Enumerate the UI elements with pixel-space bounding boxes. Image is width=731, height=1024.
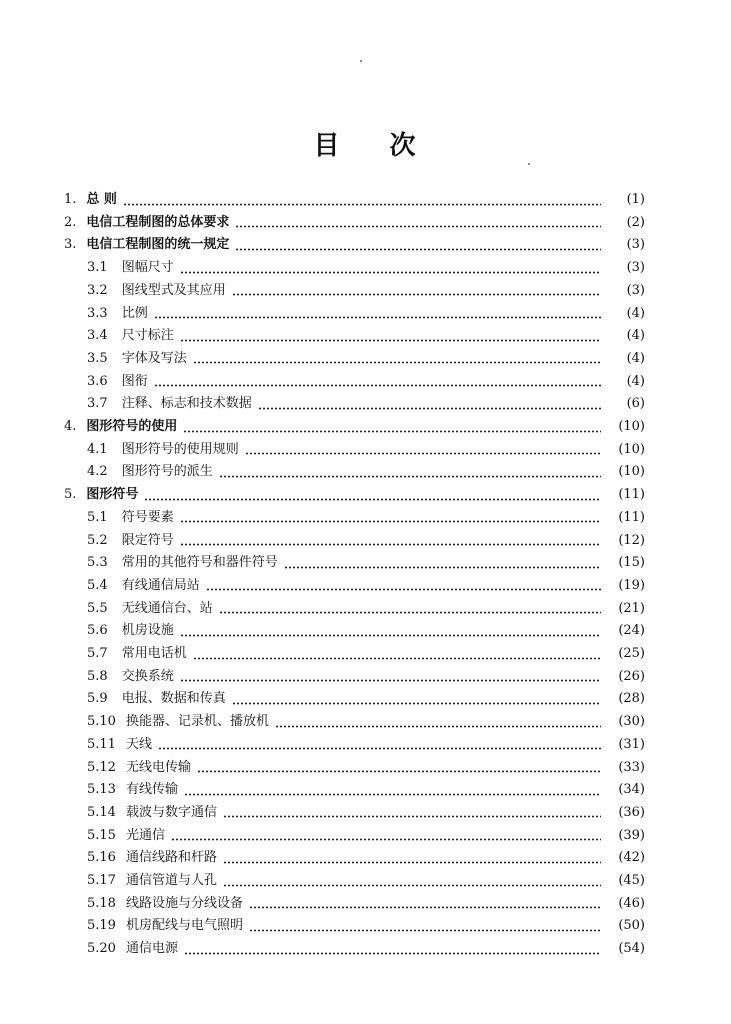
toc-entry-page: (2) (626, 214, 645, 230)
toc-entry-number: 5.9 (87, 691, 108, 707)
toc-entry-number: 5.5 (87, 600, 108, 616)
toc-entry-number: 3.3 (87, 305, 108, 321)
toc-entry-title: 有线通信局站 (121, 577, 200, 593)
toc-entry (0, 325, 731, 347)
toc-entry (0, 734, 731, 756)
toc-dot-leader (180, 520, 601, 523)
toc-entry-title: 注释、标志和技术数据 (121, 396, 252, 412)
toc-entry-number: 5.8 (87, 668, 108, 684)
toc-entry-title: 换能器、记录机、播放机 (125, 714, 269, 730)
toc-entry (0, 348, 731, 370)
toc-entry-page: (11) (618, 509, 645, 525)
toc-dot-leader (219, 611, 601, 614)
toc-dot-leader (223, 815, 601, 818)
toc-entry-number: 3.4 (87, 328, 108, 344)
toc-entry-number: 5.13 (87, 782, 116, 798)
toc-entry-title: 交换系统 (121, 668, 174, 684)
toc-entry-title: 比例 (121, 305, 148, 321)
toc-entry-number: 5.2 (87, 532, 108, 548)
toc-entry-title: 机房配线与电气照明 (125, 918, 243, 934)
toc-dot-leader (154, 384, 601, 387)
toc-entry-page: (31) (618, 736, 645, 752)
toc-entry (0, 530, 731, 552)
toc-entry-number: 3.1 (87, 260, 108, 276)
toc-dot-leader (223, 884, 601, 887)
toc-dot-leader (180, 543, 601, 546)
toc-dot-leader (193, 657, 601, 660)
toc-entry-page: (6) (626, 396, 645, 412)
toc-entry (0, 870, 731, 892)
toc-entry-title: 通信管道与人孔 (125, 873, 217, 888)
toc-entry-page: (3) (626, 282, 645, 298)
toc-entry-number: 3.5 (87, 350, 108, 366)
toc-dot-leader (284, 566, 601, 569)
toc-entry (0, 461, 731, 483)
toc-entry-title: 尺寸标注 (121, 328, 174, 344)
toc-entry-number: 5.19 (87, 918, 116, 934)
toc-entry-page: (30) (618, 714, 645, 730)
toc-entry (0, 189, 731, 211)
toc-entry-number: 3.7 (87, 396, 108, 412)
toc-entry-number: 1. (64, 192, 77, 207)
toc-entry (0, 439, 731, 461)
toc-entry-number: 5.15 (87, 827, 116, 843)
toc-dot-leader (245, 452, 601, 455)
toc-dot-leader (197, 770, 601, 773)
toc-entry-title: 无线通信台、站 (121, 600, 213, 616)
toc-entry-number: 3.2 (87, 282, 108, 298)
toc-entry-page: (34) (618, 782, 645, 798)
toc-entry-title: 图形符号的使用规则 (121, 441, 239, 457)
toc-entry (0, 257, 731, 279)
toc-entry-page: (10) (618, 464, 645, 480)
toc-entry (0, 825, 731, 847)
toc-entry-page: (33) (618, 759, 645, 775)
toc-dot-leader (180, 271, 601, 274)
toc-entry-title: 图形符号的使用 (86, 419, 178, 434)
toc-entry-page: (42) (618, 850, 645, 866)
toc-entry-title: 字体及写法 (121, 350, 187, 366)
toc-dot-leader (275, 725, 601, 728)
toc-entry-page: (4) (626, 305, 645, 321)
toc-entry (0, 484, 731, 506)
toc-dot-leader (158, 747, 601, 750)
toc-entry (0, 688, 731, 710)
toc-entry (0, 212, 731, 234)
toc-entry (0, 757, 731, 779)
toc-entry-number: 4.2 (87, 464, 108, 480)
toc-entry-page: (54) (618, 941, 645, 957)
toc-entry-number: 5.1 (87, 509, 108, 525)
toc-entry-title: 载波与数字通信 (125, 804, 217, 820)
toc-dot-leader (183, 430, 601, 433)
toc-entry-number: 3.6 (87, 373, 108, 389)
toc-entry-number: 4.1 (87, 441, 108, 457)
toc-entry (0, 643, 731, 665)
toc-entry-page: (26) (618, 668, 645, 684)
toc-dot-leader (184, 952, 601, 955)
page-title-char-1: 目 (313, 131, 342, 162)
toc-entry-page: (12) (618, 532, 645, 548)
toc-entry-page: (36) (618, 804, 645, 820)
toc-entry-number: 5.16 (87, 850, 116, 866)
toc-entry-page: (10) (618, 441, 645, 457)
toc-entry-title: 天线 (125, 736, 152, 752)
toc-entry-title: 图形符号的派生 (121, 464, 213, 480)
toc-entry-number: 5.11 (87, 736, 116, 752)
toc-entry-page: (19) (618, 577, 645, 593)
toc-entry-title: 图线型式及其应用 (121, 282, 226, 298)
toc-entry-title: 总 则 (86, 192, 117, 207)
toc-entry-title: 限定符号 (121, 532, 174, 548)
toc-entry (0, 234, 731, 256)
toc-entry-number: 5.10 (87, 714, 116, 730)
toc-dot-leader (232, 702, 601, 705)
toc-entry (0, 507, 731, 529)
toc-dot-leader (193, 361, 601, 364)
toc-entry-title: 无线电传输 (125, 759, 191, 775)
toc-dot-leader (154, 316, 601, 319)
toc-dot-leader (123, 203, 601, 206)
toc-entry (0, 393, 731, 415)
toc-dot-leader (180, 679, 601, 682)
toc-entry-title: 有线传输 (125, 782, 178, 798)
toc-entry-page: (50) (618, 918, 645, 934)
toc-entry-title: 图幅尺寸 (121, 260, 174, 276)
toc-entry-title: 线路设施与分线设备 (125, 895, 243, 911)
toc-dot-leader (171, 838, 601, 841)
toc-entry (0, 575, 731, 597)
scan-speck (360, 60, 362, 62)
toc-entry-page: (15) (618, 555, 645, 571)
toc-dot-leader (206, 588, 601, 591)
toc-dot-leader (223, 861, 601, 864)
toc-entry-page: (46) (618, 895, 645, 911)
toc-entry (0, 371, 731, 393)
toc-entry-title: 图衔 (121, 373, 148, 389)
toc-entry-title: 通信电源 (125, 941, 178, 957)
toc-entry (0, 938, 731, 960)
toc-entry-number: 5.12 (87, 759, 116, 775)
toc-entry-title: 通信线路和杆路 (125, 850, 217, 866)
toc-entry-page: (4) (626, 350, 645, 366)
toc-entry-number: 5.6 (87, 623, 108, 639)
toc-entry (0, 598, 731, 620)
toc-entry-page: (10) (618, 419, 645, 434)
toc-entry-page: (39) (618, 827, 645, 843)
toc-dot-leader (235, 225, 601, 228)
scan-speck (528, 163, 530, 165)
toc-entry-page: (25) (618, 646, 645, 661)
toc-entry (0, 303, 731, 325)
toc-entry-number: 5.18 (87, 895, 116, 911)
toc-entry (0, 711, 731, 733)
toc-entry-page: (11) (618, 487, 645, 503)
toc-dot-leader (235, 248, 601, 251)
toc-entry (0, 847, 731, 869)
toc-entry-title: 常用电话机 (121, 646, 187, 661)
toc-entry (0, 280, 731, 302)
toc-entry-number: 5.14 (87, 804, 116, 820)
toc-entry-page: (3) (626, 260, 645, 276)
toc-entry-title: 电信工程制图的统一规定 (86, 237, 230, 253)
toc-entry-title: 机房设施 (121, 623, 174, 639)
toc-entry-page: (4) (626, 373, 645, 389)
toc-entry-page: (45) (618, 873, 645, 888)
toc-entry-number: 2. (64, 214, 77, 230)
toc-entry-title: 电信工程制图的总体要求 (86, 214, 230, 230)
toc-dot-leader (249, 906, 601, 909)
toc-entry (0, 915, 731, 937)
toc-dot-leader (180, 634, 601, 637)
toc-dot-leader (219, 475, 601, 478)
toc-entry (0, 666, 731, 688)
toc-dot-leader (232, 293, 601, 296)
toc-entry-page: (24) (618, 623, 645, 639)
toc-entry-number: 5.7 (87, 646, 108, 661)
toc-entry (0, 620, 731, 642)
toc-entry-number: 5.17 (87, 873, 116, 888)
toc-entry-number: 4. (64, 419, 77, 434)
toc-entry-title: 符号要素 (121, 509, 174, 525)
toc-entry-number: 5.3 (87, 555, 108, 571)
toc-entry-title: 常用的其他符号和器件符号 (121, 555, 278, 571)
toc-entry-number: 5.4 (87, 577, 108, 593)
toc-entry-number: 3. (64, 237, 77, 253)
toc-entry-number: 5.20 (87, 941, 116, 957)
page-title-char-2: 次 (389, 131, 418, 162)
toc-dot-leader (249, 929, 601, 932)
toc-entry-page: (21) (618, 600, 645, 616)
toc-dot-leader (184, 793, 601, 796)
toc-entry-title: 电报、数据和传真 (121, 691, 226, 707)
toc-entry-page: (4) (626, 328, 645, 344)
toc-dot-leader (180, 339, 601, 342)
toc-entry (0, 779, 731, 801)
toc-entry-page: (28) (618, 691, 645, 707)
toc-entry-page: (3) (626, 237, 645, 253)
toc-entry-page: (1) (626, 192, 645, 207)
toc-entry-title: 图形符号 (86, 487, 139, 503)
toc-entry (0, 416, 731, 438)
toc-dot-leader (258, 407, 601, 410)
toc-entry (0, 893, 731, 915)
toc-entry-title: 光通信 (125, 827, 165, 843)
toc-entry (0, 802, 731, 824)
page-title (0, 125, 731, 162)
toc-entry-number: 5. (64, 487, 77, 503)
toc-dot-leader (144, 498, 601, 501)
toc-entry (0, 552, 731, 574)
